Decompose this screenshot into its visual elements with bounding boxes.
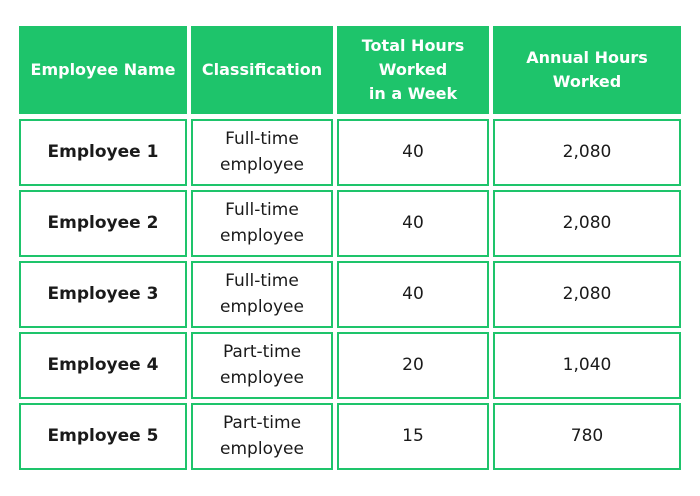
header-classification: Classification: [191, 26, 333, 114]
cell-classification: Part-time employee: [191, 332, 333, 399]
cell-weekly-hours: 40: [337, 190, 489, 257]
cell-employee-name: Employee 1: [19, 119, 187, 186]
cell-annual-hours: 1,040: [493, 332, 681, 399]
cell-annual-hours: 2,080: [493, 190, 681, 257]
cell-employee-name: Employee 3: [19, 261, 187, 328]
cell-classification: Part-time employee: [191, 403, 333, 470]
cell-employee-name: Employee 4: [19, 332, 187, 399]
cell-weekly-hours: 40: [337, 119, 489, 186]
cell-weekly-hours: 15: [337, 403, 489, 470]
cell-weekly-hours: 40: [337, 261, 489, 328]
cell-annual-hours: 2,080: [493, 261, 681, 328]
cell-annual-hours: 780: [493, 403, 681, 470]
cell-weekly-hours: 20: [337, 332, 489, 399]
cell-classification: Full-time employee: [191, 261, 333, 328]
header-annual-hours: Annual Hours Worked: [493, 26, 681, 114]
cell-annual-hours: 2,080: [493, 119, 681, 186]
cell-classification: Full-time employee: [191, 190, 333, 257]
header-total-hours-week: Total Hours Worked in a Week: [337, 26, 489, 114]
header-employee-name: Employee Name: [19, 26, 187, 114]
cell-employee-name: Employee 2: [19, 190, 187, 257]
cell-employee-name: Employee 5: [19, 403, 187, 470]
cell-classification: Full-time employee: [191, 119, 333, 186]
